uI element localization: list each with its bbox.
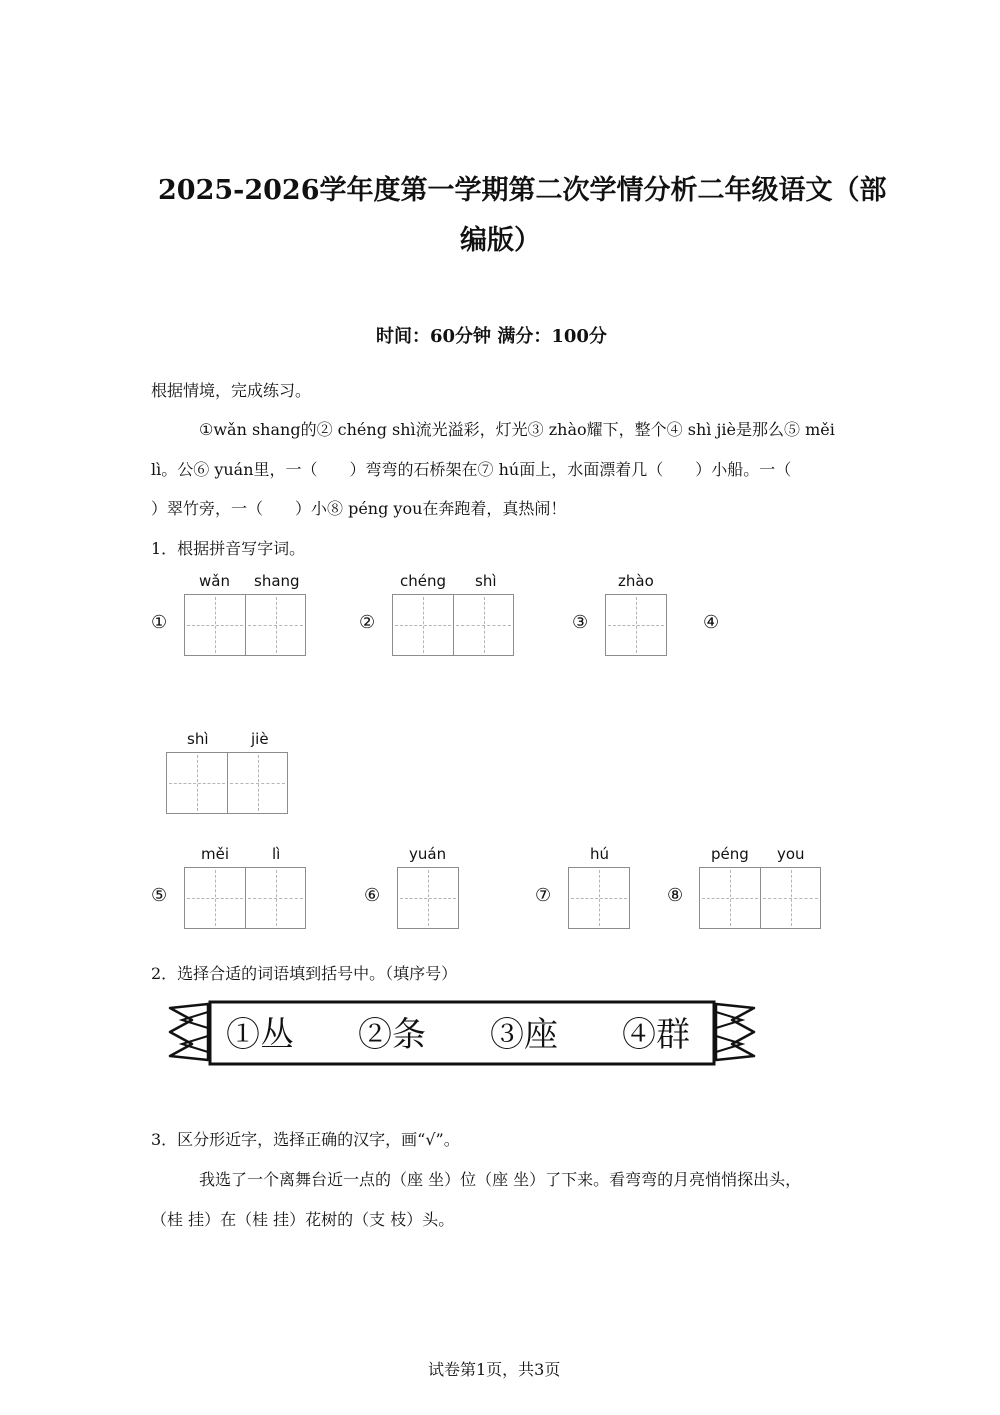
- banner-option-1: ①丛: [226, 1015, 294, 1055]
- banner-option-4: ④群: [622, 1015, 690, 1055]
- writing-cell[interactable]: [569, 868, 629, 928]
- exam-title-line2: 编版）: [460, 225, 541, 256]
- item-8-pinyin-1: péng: [711, 845, 749, 863]
- item-4-writing-grid[interactable]: [166, 752, 288, 814]
- writing-cell[interactable]: [245, 868, 305, 928]
- item-2-number: ②: [359, 612, 376, 633]
- item-7-pinyin-1: hú: [590, 845, 610, 863]
- writing-cell[interactable]: [606, 595, 666, 655]
- item-8-number: ⑧: [667, 885, 684, 906]
- item-7-number: ⑦: [535, 885, 552, 906]
- item-6-number: ⑥: [364, 885, 381, 906]
- item-2-pinyin-1: chéng: [400, 572, 447, 590]
- item-1-number: ①: [151, 612, 168, 633]
- item-4-pinyin-2: jiè: [251, 730, 269, 748]
- writing-cell[interactable]: [393, 595, 453, 655]
- writing-cell[interactable]: [185, 868, 245, 928]
- item-2-writing-grid[interactable]: [392, 594, 514, 656]
- q3-line-1: 我选了一个离舞台近一点的（座 坐）位（座 坐）了下来。看弯弯的月亮悄悄探出头，: [199, 1170, 802, 1189]
- writing-cell[interactable]: [760, 868, 820, 928]
- item-1-pinyin-2: shang: [254, 572, 300, 590]
- writing-cell[interactable]: [700, 868, 760, 928]
- q1-prompt: 1．根据拼音写字词。: [151, 539, 306, 558]
- item-6-writing-grid[interactable]: [397, 867, 459, 929]
- banner-option-2: ②条: [358, 1015, 426, 1055]
- exam-title-line1: 2025-2026学年度第一学期第二次学情分析二年级语文（部: [158, 175, 887, 206]
- item-4-pinyin-1: shì: [187, 730, 209, 748]
- item-5-number: ⑤: [151, 885, 168, 906]
- page-footer: 试卷第1页，共3页: [428, 1360, 561, 1379]
- word-choice-banner: [168, 998, 758, 1068]
- item-1-pinyin-1: wǎn: [199, 572, 230, 590]
- writing-cell[interactable]: [453, 595, 513, 655]
- item-8-writing-grid[interactable]: [699, 867, 821, 929]
- q3-line-2: （桂 挂）在（桂 挂）花树的（支 枝）头。: [151, 1210, 455, 1229]
- writing-cell[interactable]: [185, 595, 245, 655]
- item-8-pinyin-2: you: [777, 845, 805, 863]
- time-score-info: 时间：60分钟 满分：100分: [376, 326, 607, 347]
- item-4-number: ④: [703, 612, 720, 633]
- item-1-writing-grid[interactable]: [184, 594, 306, 656]
- writing-cell[interactable]: [398, 868, 458, 928]
- item-5-pinyin-2: lì: [272, 845, 281, 863]
- item-5-pinyin-1: měi: [201, 845, 230, 863]
- banner-option-3: ③座: [490, 1015, 558, 1055]
- item-5-writing-grid[interactable]: [184, 867, 306, 929]
- q3-prompt: 3．区分形近字，选择正确的汉字，画“√”。: [151, 1130, 460, 1149]
- item-7-writing-grid[interactable]: [568, 867, 630, 929]
- passage-line-1: ①wǎn shang的② chéng shì流光溢彩，灯光③ zhào耀下，整个④ shì jiè是那么⑤ měi: [199, 420, 835, 439]
- writing-cell[interactable]: [227, 753, 287, 813]
- item-6-pinyin-1: yuán: [409, 845, 447, 863]
- passage-line-3: ）翠竹旁，一（ ）小⑧ péng you在奔跑着，真热闹！: [151, 499, 567, 518]
- passage-intro: 根据情境，完成练习。: [151, 381, 312, 400]
- writing-cell[interactable]: [245, 595, 305, 655]
- q2-prompt: 2．选择合适的词语填到括号中。（填序号）: [151, 964, 458, 983]
- passage-line-2: lì。公⑥ yuán里，一（ ）弯弯的石桥架在⑦ hú面上，水面漂着几（ ）小船。一（: [151, 460, 792, 479]
- writing-cell[interactable]: [167, 753, 227, 813]
- item-3-writing-grid[interactable]: [605, 594, 667, 656]
- item-2-pinyin-2: shì: [475, 572, 497, 590]
- item-3-pinyin-1: zhào: [618, 572, 654, 590]
- item-3-number: ③: [572, 612, 589, 633]
